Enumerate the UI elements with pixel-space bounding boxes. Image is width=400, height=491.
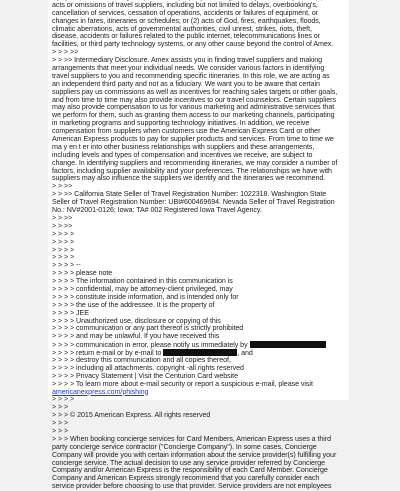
text-line: > > > > confidential, may be attorney-client privileged, may: [52, 284, 233, 293]
footer-section: [52, 396, 348, 491]
text-line: ma y en t er into other business relationships with suppliers and these arrangements,: [52, 142, 315, 151]
text-line: may also provide compensation to us for various marketing and administrative services that: [52, 103, 335, 112]
text-line: change. In identifying suppliers and recommending itineraries, we may consider a number of: [52, 158, 338, 167]
text-line: climatic aberrations, acts of governmental authorities, civil unrest, strikes, riots, theft,: [52, 24, 312, 33]
text-line: concierge service. The actual decision to use any service provider referred by Concierge: [52, 458, 326, 467]
text-line: > > >> California State Seller of Travel Registration Number: 1022318. Washington State: [52, 190, 327, 199]
registration-and-notice: [52, 191, 348, 341]
text-line: > > > >: [52, 229, 75, 238]
text-line: > > > >: [52, 395, 75, 404]
email-text: [52, 0, 348, 491]
text-line: suppliers may also influence the suppliers we identify and the itineraries we recommend.: [52, 174, 326, 183]
text-line: an independent third party and not as a fiduciary. We want you to be aware that certain: [52, 79, 320, 88]
text-line: in marketing programs and supporting technology initiatives. In addition, we receive: [52, 119, 310, 128]
intro-paragraph: [52, 0, 348, 57]
text-line: > > > >: [52, 253, 75, 262]
text-line: Company and/or American Express is the responsibility of each Card Member. Concierge: [52, 466, 328, 475]
text-line: disease, accidents or failures related to the public internet, telecommunications lines or: [52, 32, 320, 41]
text-line: party concierge service contractor ("Concierge Company"). In some cases, Concierge: [52, 442, 317, 451]
text-line: > > > > destroy this communication and all copies thereof,: [52, 355, 231, 364]
intermediary-disclosure: [52, 57, 348, 191]
text-line: > > > >: [52, 237, 75, 246]
text-line: > > > > The information contained in this communication is: [52, 277, 233, 286]
text-line: > > >>: [52, 182, 73, 191]
text-line: > > > > constitute inside information, and is intended only for: [52, 292, 239, 301]
text-line: > > > When booking concierge services for Card Members, American Express uses a third: [52, 434, 332, 443]
phishing-line: [52, 389, 348, 397]
text-line: Seller of Travel Registration Number: UBI#600469694. Nevada Seller of Travel Registration: [52, 198, 335, 207]
text-line: travel suppliers to you and recommending specific itineraries. In this role, we are acting as: [52, 71, 330, 80]
text-line: > > >: [52, 426, 69, 435]
text-line: arrangements that meet your individual needs. We consider various factors in identifying: [52, 64, 325, 73]
text-line: > > > > Privacy Statement | Visit the Centurion Card website: [52, 371, 239, 380]
text-line: > > > > JEE: [52, 308, 89, 317]
text-line: > > > >: [52, 245, 75, 254]
text-line: > > > > the use of the addressee. It is the property of: [52, 300, 215, 309]
notice-line-redacted-1: > > > > communication in error, please notify us immediately by: [52, 341, 348, 349]
phishing-link[interactable]: americanexpress.com/phishing: [52, 387, 149, 396]
email-body-page: [48, 0, 349, 491]
text-line: > > >> Intermediary Disclosure. Amex assists you in finding travel suppliers and making: [52, 56, 323, 65]
text-line: changes in fares, itineraries or schedules; or (2) acts of God, fires, earthquakes, floods,: [52, 16, 321, 25]
text-line: facilities, or third party technology systems, or any other cause beyond the control of Amex.: [52, 40, 334, 49]
text-line: > > >>: [52, 213, 73, 222]
text-line: > > >: [52, 403, 69, 412]
text-line: Company will provide you with certain information about the service provider(s) fulfilling your: [52, 450, 337, 459]
text-line: > > > > Unauthorized use, disclosure or copying of this: [52, 316, 221, 325]
text-line: > > > > To learn more about e-mail security or report a suspicious e-mail, please visit: [52, 379, 313, 388]
text-line: acts or omissions of travel suppliers, including but not limited to delays, overbooking's,: [52, 0, 318, 9]
text-line: cancellation of services, cessation of operations, accidents or failures of equipment, or: [52, 8, 319, 17]
text-line: factors, including supplier availability and your preferences. The relationships we have with: [52, 166, 332, 175]
text-line: > > > > --: [52, 261, 81, 270]
text-line: compensation from suppliers when customers use the American Express Card or other: [52, 127, 321, 136]
closing-lines: [52, 357, 348, 389]
text-line: Company and American Express strongly recommend that you carefully consider each: [52, 474, 320, 483]
text-line: > > > >>: [52, 48, 79, 57]
redaction-bar: [250, 341, 326, 348]
text-line: > > > > and may be unlawful. If you have received this: [52, 332, 220, 341]
notice-line-redacted-2: > > > > return e-mail or by e-mail to , and: [52, 349, 253, 358]
text-line: we perform for them, such as granting them access to our marketing channels, participating: [52, 111, 335, 120]
text-line: including levels and types of compensation and incentives we receive, are subject to: [52, 150, 313, 159]
text-line: service provider before choosing to use that provider. Service providers are not employees: [52, 482, 332, 491]
text-line: > > > > including all attachments. copyright -all rights reserved: [52, 363, 244, 372]
text-line: > > > > please note: [52, 269, 113, 278]
text-line: suppliers pay us commissions as well as incentives for reaching sales targets or other goals,: [52, 87, 338, 96]
text-line: American Express products to pay for supplier products and services. From time to time we: [52, 135, 334, 144]
text-line: > > >>: [52, 221, 73, 230]
text-line: > > >: [52, 419, 69, 428]
text-line: No.: NV#2001-0126; Iowa: TA# 002 Registered Iowa Travel Agency.: [52, 206, 262, 215]
text-line: > > > > communication or any part thereof is strictly prohibited: [52, 324, 244, 333]
text-line: > > > © 2015 American Express. All rights reserved: [52, 411, 211, 420]
text-line: and from time to time may also provide incentives to our travel counselors. Certain suppliers: [52, 95, 336, 104]
